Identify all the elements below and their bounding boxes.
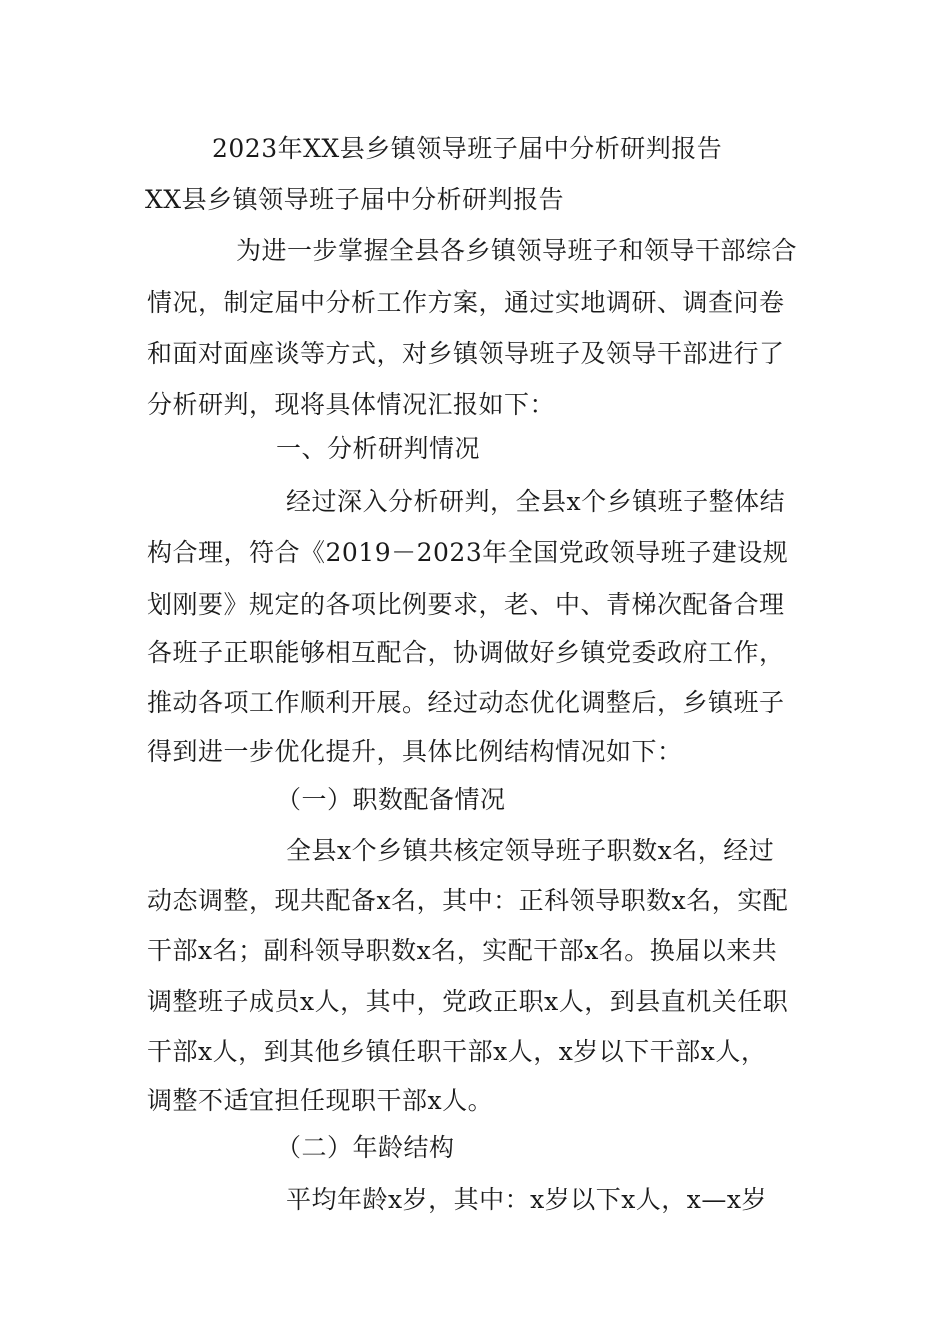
paragraph-line: 全县x个乡镇共核定领导班子职数x名，经过: [286, 836, 775, 865]
paragraph-line: 构合理，符合《2019－2023年全国党政领导班子建设规: [147, 538, 789, 567]
subsection-heading: （一）职数配备情况: [276, 785, 506, 814]
paragraph-line: 平均年龄x岁，其中：x岁以下x人，x—x岁: [286, 1185, 767, 1214]
section-heading: 一、分析研判情况: [276, 434, 481, 463]
paragraph-line: 情况，制定届中分析工作方案，通过实地调研、调查问卷: [147, 288, 785, 317]
paragraph-line: 动态调整，现共配备x名，其中：正科领导职数x名，实配: [147, 886, 789, 915]
paragraph-line: 和面对面座谈等方式，对乡镇领导班子及领导干部进行了: [147, 339, 785, 368]
paragraph-line: 各班子正职能够相互配合，协调做好乡镇党委政府工作，: [147, 638, 785, 667]
paragraph-line: 为进一步掌握全县各乡镇领导班子和领导干部综合: [236, 236, 798, 265]
paragraph-line: 分析研判，现将具体情况汇报如下：: [147, 390, 556, 419]
paragraph-line: 经过深入分析研判，全县x个乡镇班子整体结: [286, 487, 786, 516]
paragraph-line: 划刚要》规定的各项比例要求，老、中、青梯次配备合理: [147, 590, 785, 619]
paragraph-line: 调整不适宜担任现职干部x人。: [147, 1086, 494, 1115]
subsection-heading: （二）年龄结构: [276, 1133, 455, 1162]
paragraph-line: 干部x人，到其他乡镇任职干部x人，x岁以下干部x人，: [147, 1037, 767, 1066]
document-subtitle: XX县乡镇领导班子届中分析研判报告: [145, 185, 565, 214]
paragraph-line: 调整班子成员x人，其中，党政正职x人，到县直机关任职: [147, 987, 789, 1016]
document-title: 2023年XX县乡镇领导班子届中分析研判报告: [212, 134, 723, 163]
paragraph-line: 得到进一步优化提升，具体比例结构情况如下：: [147, 737, 683, 766]
paragraph-line: 推动各项工作顺利开展。经过动态优化调整后，乡镇班子: [147, 688, 785, 717]
paragraph-line: 干部x名；副科领导职数x名，实配干部x名。换届以来共: [147, 936, 778, 965]
